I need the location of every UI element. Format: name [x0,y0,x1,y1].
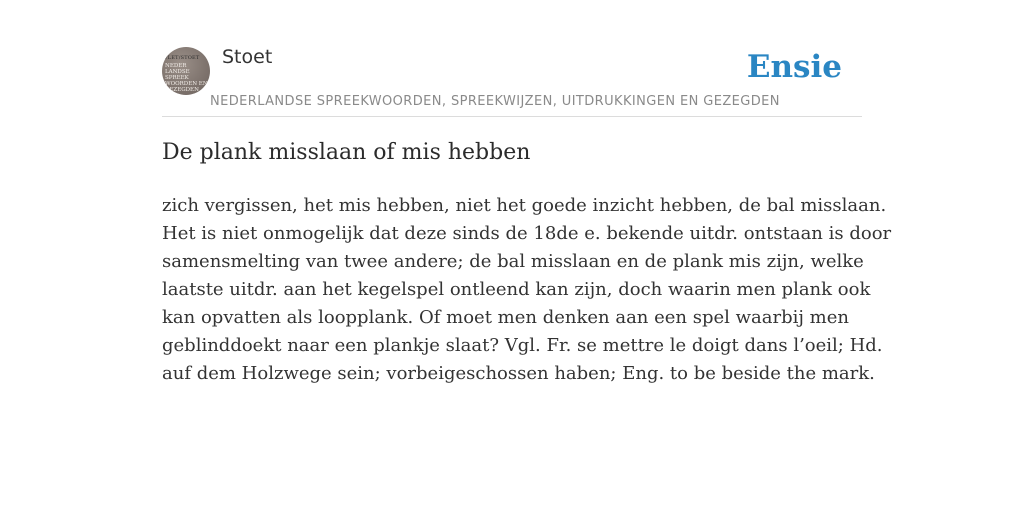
definition-line: laatste uitdr. aan het kegelspel ontleend kan zijn, doch waarin men plank ook [162,279,871,300]
definition-line: kan opvatten als loopplank. Of moet men denken aan een spel waarbij men [162,307,849,328]
ensie-logo[interactable]: Ensie [746,49,842,85]
entry-header [162,44,862,117]
cover-title-text: NEDER LANDSE SPREEK WOORDEN EN GEZEGDEN [165,63,208,93]
entry-definition [162,192,892,388]
definition-line: auf dem Holzwege sein; vorbeigeschossen haben; Eng. to be beside the mark. [162,363,875,384]
definition-line: Het is niet onmogelijk dat deze sinds de 18de e. bekende uitdr. ontstaan is door [162,223,892,244]
source-subtitle: NEDERLANDSE SPREEKWOORDEN, SPREEKWIJZEN, UITDRUKKINGEN EN GEZEGDEN [210,94,780,109]
definition-line: samensmelting van twee andere; de bal misslaan en de plank mis zijn, welke [162,251,864,272]
cover-top-text: VLET/STOET [164,55,200,61]
entry-title: De plank misslaan of mis hebben [162,140,531,165]
definition-line: zich vergissen, het mis hebben, niet het goede inzicht hebben, de bal misslaan. [162,195,887,216]
source-name-link[interactable]: Stoet [222,46,273,68]
source-cover-avatar[interactable] [162,47,210,95]
definition-line: geblinddoekt naar een plankje slaat? Vgl. Fr. se mettre le doigt dans l’oeil; Hd. [162,335,883,356]
